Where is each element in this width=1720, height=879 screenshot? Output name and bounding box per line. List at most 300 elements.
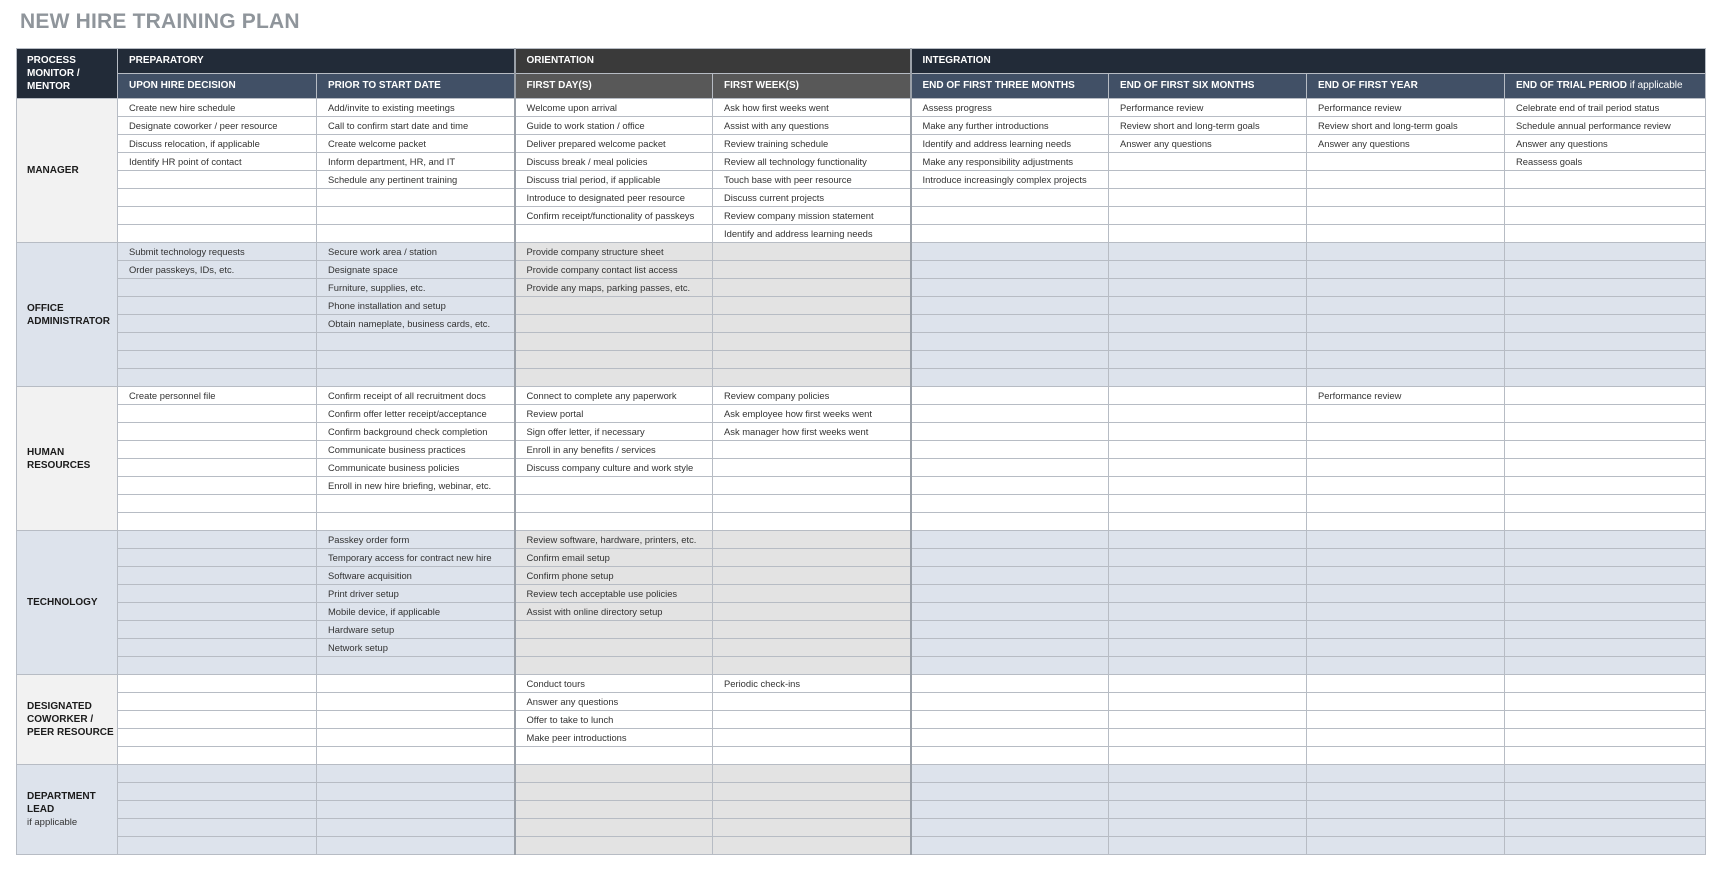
task-cell[interactable] <box>118 585 317 603</box>
task-cell[interactable]: Review company policies <box>713 387 911 405</box>
task-cell[interactable] <box>713 315 911 333</box>
task-cell[interactable] <box>1307 171 1505 189</box>
task-cell[interactable] <box>911 513 1109 531</box>
task-cell[interactable] <box>1109 207 1307 225</box>
task-cell[interactable] <box>1505 441 1706 459</box>
task-cell[interactable]: Celebrate end of trail period status <box>1505 99 1706 117</box>
task-cell[interactable] <box>317 819 515 837</box>
task-cell[interactable] <box>1307 549 1505 567</box>
task-cell[interactable] <box>911 225 1109 243</box>
task-cell[interactable]: Communicate business practices <box>317 441 515 459</box>
task-cell[interactable] <box>1505 261 1706 279</box>
task-cell[interactable] <box>713 369 911 387</box>
task-cell[interactable] <box>911 657 1109 675</box>
task-cell[interactable] <box>118 819 317 837</box>
task-cell[interactable] <box>118 441 317 459</box>
task-cell[interactable] <box>118 513 317 531</box>
task-cell[interactable] <box>1109 531 1307 549</box>
task-cell[interactable] <box>1505 243 1706 261</box>
task-cell[interactable]: Ask manager how first weeks went <box>713 423 911 441</box>
task-cell[interactable]: Provide any maps, parking passes, etc. <box>515 279 713 297</box>
task-cell[interactable] <box>1505 423 1706 441</box>
task-cell[interactable] <box>118 693 317 711</box>
task-cell[interactable] <box>1505 567 1706 585</box>
task-cell[interactable]: Performance review <box>1307 99 1505 117</box>
task-cell[interactable]: Deliver prepared welcome packet <box>515 135 713 153</box>
task-cell[interactable] <box>317 801 515 819</box>
task-cell[interactable]: Submit technology requests <box>118 243 317 261</box>
task-cell[interactable] <box>1307 657 1505 675</box>
task-cell[interactable] <box>515 315 713 333</box>
task-cell[interactable] <box>1505 819 1706 837</box>
task-cell[interactable]: Communicate business policies <box>317 459 515 477</box>
task-cell[interactable]: Review portal <box>515 405 713 423</box>
task-cell[interactable] <box>1505 459 1706 477</box>
task-cell[interactable] <box>911 477 1109 495</box>
task-cell[interactable]: Confirm receipt/functionality of passkeys <box>515 207 713 225</box>
task-cell[interactable] <box>911 837 1109 855</box>
task-cell[interactable] <box>515 621 713 639</box>
task-cell[interactable] <box>118 207 317 225</box>
task-cell[interactable] <box>713 261 911 279</box>
task-cell[interactable] <box>1307 207 1505 225</box>
task-cell[interactable]: Provide company structure sheet <box>515 243 713 261</box>
task-cell[interactable] <box>1109 621 1307 639</box>
task-cell[interactable] <box>118 531 317 549</box>
task-cell[interactable]: Schedule annual performance review <box>1505 117 1706 135</box>
task-cell[interactable] <box>118 279 317 297</box>
task-cell[interactable] <box>1505 837 1706 855</box>
task-cell[interactable] <box>911 783 1109 801</box>
task-cell[interactable] <box>1109 351 1307 369</box>
task-cell[interactable] <box>1109 279 1307 297</box>
task-cell[interactable]: Call to confirm start date and time <box>317 117 515 135</box>
task-cell[interactable] <box>317 675 515 693</box>
task-cell[interactable] <box>515 333 713 351</box>
task-cell[interactable] <box>911 189 1109 207</box>
task-cell[interactable] <box>911 405 1109 423</box>
task-cell[interactable] <box>118 549 317 567</box>
task-cell[interactable] <box>1109 405 1307 423</box>
task-cell[interactable] <box>911 621 1109 639</box>
task-cell[interactable]: Assist with online directory setup <box>515 603 713 621</box>
task-cell[interactable] <box>118 837 317 855</box>
task-cell[interactable]: Touch base with peer resource <box>713 171 911 189</box>
task-cell[interactable] <box>911 261 1109 279</box>
task-cell[interactable] <box>911 639 1109 657</box>
task-cell[interactable] <box>1307 423 1505 441</box>
task-cell[interactable] <box>1505 747 1706 765</box>
task-cell[interactable] <box>713 711 911 729</box>
task-cell[interactable] <box>911 495 1109 513</box>
task-cell[interactable] <box>118 801 317 819</box>
task-cell[interactable] <box>911 207 1109 225</box>
task-cell[interactable] <box>911 603 1109 621</box>
task-cell[interactable] <box>1109 495 1307 513</box>
task-cell[interactable] <box>1307 729 1505 747</box>
task-cell[interactable]: Order passkeys, IDs, etc. <box>118 261 317 279</box>
task-cell[interactable]: Make any further introductions <box>911 117 1109 135</box>
task-cell[interactable] <box>1109 729 1307 747</box>
task-cell[interactable] <box>911 351 1109 369</box>
task-cell[interactable] <box>713 837 911 855</box>
task-cell[interactable] <box>1109 711 1307 729</box>
task-cell[interactable] <box>911 441 1109 459</box>
task-cell[interactable] <box>515 297 713 315</box>
task-cell[interactable] <box>1505 387 1706 405</box>
task-cell[interactable] <box>1307 783 1505 801</box>
task-cell[interactable] <box>1307 477 1505 495</box>
task-cell[interactable] <box>713 333 911 351</box>
task-cell[interactable]: Identify and address learning needs <box>713 225 911 243</box>
task-cell[interactable] <box>118 657 317 675</box>
task-cell[interactable] <box>317 351 515 369</box>
task-cell[interactable] <box>118 351 317 369</box>
task-cell[interactable]: Ask how first weeks went <box>713 99 911 117</box>
task-cell[interactable] <box>118 603 317 621</box>
task-cell[interactable]: Performance review <box>1109 99 1307 117</box>
task-cell[interactable] <box>911 675 1109 693</box>
task-cell[interactable]: Review short and long-term goals <box>1109 117 1307 135</box>
task-cell[interactable]: Identify and address learning needs <box>911 135 1109 153</box>
task-cell[interactable]: Guide to work station / office <box>515 117 713 135</box>
task-cell[interactable] <box>911 549 1109 567</box>
task-cell[interactable]: Confirm receipt of all recruitment docs <box>317 387 515 405</box>
task-cell[interactable] <box>713 549 911 567</box>
task-cell[interactable]: Assist with any questions <box>713 117 911 135</box>
task-cell[interactable] <box>1307 459 1505 477</box>
task-cell[interactable] <box>911 459 1109 477</box>
task-cell[interactable] <box>1505 279 1706 297</box>
task-cell[interactable] <box>713 279 911 297</box>
task-cell[interactable]: Discuss company culture and work style <box>515 459 713 477</box>
task-cell[interactable] <box>911 585 1109 603</box>
task-cell[interactable] <box>713 819 911 837</box>
task-cell[interactable] <box>713 783 911 801</box>
task-cell[interactable]: Welcome upon arrival <box>515 99 713 117</box>
task-cell[interactable] <box>1505 477 1706 495</box>
task-cell[interactable] <box>317 369 515 387</box>
task-cell[interactable] <box>515 801 713 819</box>
task-cell[interactable] <box>1109 225 1307 243</box>
task-cell[interactable] <box>911 333 1109 351</box>
task-cell[interactable] <box>1307 639 1505 657</box>
task-cell[interactable] <box>118 495 317 513</box>
task-cell[interactable] <box>1307 585 1505 603</box>
task-cell[interactable]: Answer any questions <box>1109 135 1307 153</box>
task-cell[interactable] <box>911 819 1109 837</box>
task-cell[interactable]: Add/invite to existing meetings <box>317 99 515 117</box>
task-cell[interactable] <box>1109 549 1307 567</box>
task-cell[interactable]: Confirm email setup <box>515 549 713 567</box>
task-cell[interactable] <box>317 657 515 675</box>
task-cell[interactable]: Ask employee how first weeks went <box>713 405 911 423</box>
task-cell[interactable] <box>911 747 1109 765</box>
task-cell[interactable] <box>118 729 317 747</box>
task-cell[interactable] <box>1505 333 1706 351</box>
task-cell[interactable] <box>1109 189 1307 207</box>
task-cell[interactable] <box>1307 765 1505 783</box>
task-cell[interactable] <box>713 603 911 621</box>
task-cell[interactable] <box>1109 153 1307 171</box>
task-cell[interactable] <box>713 639 911 657</box>
task-cell[interactable]: Connect to complete any paperwork <box>515 387 713 405</box>
task-cell[interactable] <box>1505 405 1706 423</box>
task-cell[interactable] <box>1109 567 1307 585</box>
task-cell[interactable] <box>1505 513 1706 531</box>
task-cell[interactable]: Temporary access for contract new hire <box>317 549 515 567</box>
task-cell[interactable]: Conduct tours <box>515 675 713 693</box>
task-cell[interactable] <box>317 729 515 747</box>
task-cell[interactable]: Inform department, HR, and IT <box>317 153 515 171</box>
task-cell[interactable] <box>713 747 911 765</box>
task-cell[interactable] <box>1109 747 1307 765</box>
task-cell[interactable]: Enroll in new hire briefing, webinar, etc. <box>317 477 515 495</box>
task-cell[interactable] <box>911 387 1109 405</box>
task-cell[interactable] <box>1307 837 1505 855</box>
task-cell[interactable]: Network setup <box>317 639 515 657</box>
task-cell[interactable] <box>1307 225 1505 243</box>
task-cell[interactable] <box>1109 441 1307 459</box>
task-cell[interactable] <box>118 423 317 441</box>
task-cell[interactable] <box>1307 351 1505 369</box>
task-cell[interactable] <box>317 333 515 351</box>
task-cell[interactable]: Performance review <box>1307 387 1505 405</box>
task-cell[interactable] <box>1109 513 1307 531</box>
task-cell[interactable] <box>1307 567 1505 585</box>
task-cell[interactable]: Reassess goals <box>1505 153 1706 171</box>
task-cell[interactable]: Periodic check-ins <box>713 675 911 693</box>
task-cell[interactable] <box>1505 657 1706 675</box>
task-cell[interactable]: Designate space <box>317 261 515 279</box>
task-cell[interactable] <box>515 783 713 801</box>
task-cell[interactable]: Answer any questions <box>1505 135 1706 153</box>
task-cell[interactable] <box>118 225 317 243</box>
task-cell[interactable] <box>118 621 317 639</box>
task-cell[interactable] <box>911 765 1109 783</box>
task-cell[interactable]: Hardware setup <box>317 621 515 639</box>
task-cell[interactable] <box>1307 279 1505 297</box>
task-cell[interactable] <box>1109 369 1307 387</box>
task-cell[interactable] <box>911 567 1109 585</box>
task-cell[interactable] <box>118 297 317 315</box>
task-cell[interactable] <box>1505 585 1706 603</box>
task-cell[interactable] <box>1307 819 1505 837</box>
task-cell[interactable] <box>118 477 317 495</box>
task-cell[interactable] <box>1307 603 1505 621</box>
task-cell[interactable] <box>1109 315 1307 333</box>
task-cell[interactable] <box>1307 405 1505 423</box>
task-cell[interactable] <box>118 783 317 801</box>
task-cell[interactable] <box>1307 495 1505 513</box>
task-cell[interactable]: Print driver setup <box>317 585 515 603</box>
task-cell[interactable] <box>713 621 911 639</box>
task-cell[interactable] <box>1307 747 1505 765</box>
task-cell[interactable]: Obtain nameplate, business cards, etc. <box>317 315 515 333</box>
task-cell[interactable] <box>911 801 1109 819</box>
task-cell[interactable] <box>1109 243 1307 261</box>
task-cell[interactable] <box>515 837 713 855</box>
task-cell[interactable]: Offer to take to lunch <box>515 711 713 729</box>
task-cell[interactable] <box>118 333 317 351</box>
task-cell[interactable] <box>118 189 317 207</box>
task-cell[interactable] <box>1307 297 1505 315</box>
task-cell[interactable] <box>515 351 713 369</box>
task-cell[interactable]: Review tech acceptable use policies <box>515 585 713 603</box>
task-cell[interactable] <box>713 729 911 747</box>
task-cell[interactable] <box>118 459 317 477</box>
task-cell[interactable] <box>118 711 317 729</box>
task-cell[interactable] <box>1109 675 1307 693</box>
task-cell[interactable] <box>713 585 911 603</box>
task-cell[interactable] <box>911 531 1109 549</box>
task-cell[interactable] <box>1109 387 1307 405</box>
task-cell[interactable] <box>317 747 515 765</box>
task-cell[interactable]: Assess progress <box>911 99 1109 117</box>
task-cell[interactable] <box>317 189 515 207</box>
task-cell[interactable] <box>911 243 1109 261</box>
task-cell[interactable] <box>713 567 911 585</box>
task-cell[interactable]: Make peer introductions <box>515 729 713 747</box>
task-cell[interactable] <box>1109 261 1307 279</box>
task-cell[interactable] <box>515 819 713 837</box>
task-cell[interactable] <box>713 243 911 261</box>
task-cell[interactable] <box>1109 603 1307 621</box>
task-cell[interactable] <box>911 279 1109 297</box>
task-cell[interactable] <box>713 693 911 711</box>
task-cell[interactable] <box>1109 297 1307 315</box>
task-cell[interactable] <box>317 837 515 855</box>
task-cell[interactable] <box>317 711 515 729</box>
task-cell[interactable] <box>713 531 911 549</box>
task-cell[interactable] <box>1307 711 1505 729</box>
task-cell[interactable] <box>118 369 317 387</box>
task-cell[interactable]: Discuss trial period, if applicable <box>515 171 713 189</box>
task-cell[interactable] <box>1307 513 1505 531</box>
task-cell[interactable] <box>1109 837 1307 855</box>
task-cell[interactable] <box>1109 657 1307 675</box>
task-cell[interactable]: Phone installation and setup <box>317 297 515 315</box>
task-cell[interactable] <box>713 657 911 675</box>
task-cell[interactable] <box>1505 711 1706 729</box>
task-cell[interactable]: Create welcome packet <box>317 135 515 153</box>
task-cell[interactable] <box>1505 729 1706 747</box>
task-cell[interactable] <box>515 477 713 495</box>
task-cell[interactable]: Confirm offer letter receipt/acceptance <box>317 405 515 423</box>
task-cell[interactable] <box>1109 801 1307 819</box>
task-cell[interactable] <box>1307 675 1505 693</box>
task-cell[interactable]: Sign offer letter, if necessary <box>515 423 713 441</box>
task-cell[interactable] <box>1505 639 1706 657</box>
task-cell[interactable] <box>1109 423 1307 441</box>
task-cell[interactable]: Make any responsibility adjustments <box>911 153 1109 171</box>
task-cell[interactable] <box>1307 441 1505 459</box>
task-cell[interactable] <box>118 639 317 657</box>
task-cell[interactable] <box>1109 171 1307 189</box>
task-cell[interactable] <box>317 765 515 783</box>
task-cell[interactable] <box>1307 333 1505 351</box>
task-cell[interactable]: Discuss break / meal policies <box>515 153 713 171</box>
task-cell[interactable] <box>713 477 911 495</box>
task-cell[interactable] <box>1109 765 1307 783</box>
task-cell[interactable] <box>1505 171 1706 189</box>
task-cell[interactable] <box>118 315 317 333</box>
task-cell[interactable] <box>713 459 911 477</box>
task-cell[interactable] <box>1109 783 1307 801</box>
task-cell[interactable] <box>1307 621 1505 639</box>
task-cell[interactable] <box>1505 225 1706 243</box>
task-cell[interactable] <box>1505 369 1706 387</box>
task-cell[interactable] <box>713 495 911 513</box>
task-cell[interactable]: Identify HR point of contact <box>118 153 317 171</box>
task-cell[interactable] <box>1505 315 1706 333</box>
task-cell[interactable] <box>317 693 515 711</box>
task-cell[interactable] <box>1307 189 1505 207</box>
task-cell[interactable]: Secure work area / station <box>317 243 515 261</box>
task-cell[interactable] <box>515 495 713 513</box>
task-cell[interactable]: Create new hire schedule <box>118 99 317 117</box>
task-cell[interactable] <box>515 639 713 657</box>
task-cell[interactable]: Provide company contact list access <box>515 261 713 279</box>
task-cell[interactable] <box>1109 639 1307 657</box>
task-cell[interactable]: Review all technology functionality <box>713 153 911 171</box>
task-cell[interactable] <box>1307 153 1505 171</box>
task-cell[interactable] <box>1109 585 1307 603</box>
task-cell[interactable] <box>118 747 317 765</box>
task-cell[interactable] <box>1307 315 1505 333</box>
task-cell[interactable] <box>1505 495 1706 513</box>
task-cell[interactable] <box>317 495 515 513</box>
task-cell[interactable] <box>118 675 317 693</box>
task-cell[interactable] <box>1307 261 1505 279</box>
task-cell[interactable] <box>1109 477 1307 495</box>
task-cell[interactable]: Mobile device, if applicable <box>317 603 515 621</box>
task-cell[interactable] <box>1505 621 1706 639</box>
task-cell[interactable]: Review software, hardware, printers, etc. <box>515 531 713 549</box>
task-cell[interactable] <box>1505 297 1706 315</box>
task-cell[interactable] <box>911 729 1109 747</box>
task-cell[interactable]: Enroll in any benefits / services <box>515 441 713 459</box>
task-cell[interactable]: Answer any questions <box>515 693 713 711</box>
task-cell[interactable] <box>1109 693 1307 711</box>
task-cell[interactable] <box>1109 333 1307 351</box>
task-cell[interactable] <box>1505 549 1706 567</box>
task-cell[interactable] <box>1505 693 1706 711</box>
task-cell[interactable]: Passkey order form <box>317 531 515 549</box>
task-cell[interactable]: Introduce to designated peer resource <box>515 189 713 207</box>
task-cell[interactable] <box>713 351 911 369</box>
task-cell[interactable] <box>1307 369 1505 387</box>
task-cell[interactable] <box>515 765 713 783</box>
task-cell[interactable]: Review short and long-term goals <box>1307 117 1505 135</box>
task-cell[interactable]: Discuss current projects <box>713 189 911 207</box>
task-cell[interactable] <box>713 297 911 315</box>
task-cell[interactable]: Schedule any pertinent training <box>317 171 515 189</box>
task-cell[interactable] <box>317 513 515 531</box>
task-cell[interactable] <box>1505 675 1706 693</box>
task-cell[interactable]: Create personnel file <box>118 387 317 405</box>
task-cell[interactable] <box>118 765 317 783</box>
task-cell[interactable] <box>713 513 911 531</box>
task-cell[interactable] <box>1307 801 1505 819</box>
task-cell[interactable]: Review company mission statement <box>713 207 911 225</box>
task-cell[interactable] <box>713 441 911 459</box>
task-cell[interactable]: Confirm background check completion <box>317 423 515 441</box>
task-cell[interactable] <box>1505 207 1706 225</box>
task-cell[interactable]: Furniture, supplies, etc. <box>317 279 515 297</box>
task-cell[interactable] <box>1307 531 1505 549</box>
task-cell[interactable] <box>713 801 911 819</box>
